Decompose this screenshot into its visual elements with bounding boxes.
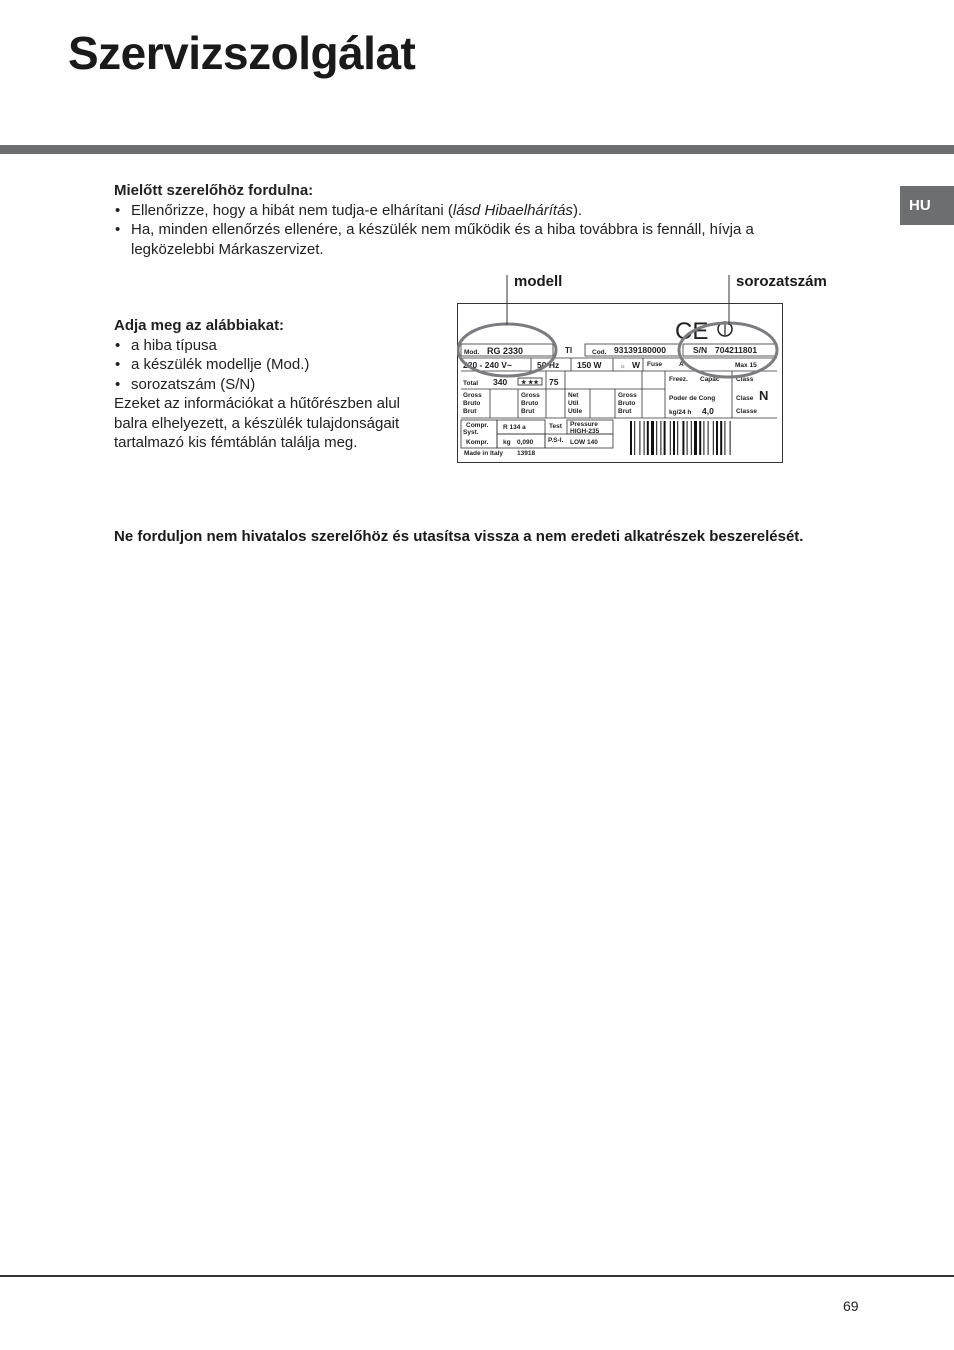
svg-text:Cod.: Cod. (592, 349, 607, 356)
svg-text:50 Hz: 50 Hz (537, 360, 560, 370)
barcode-bar (730, 421, 731, 455)
svg-text:Kompr.: Kompr. (466, 439, 489, 446)
svg-text:13918: 13918 (517, 450, 536, 457)
barcode-bar (716, 421, 718, 455)
barcode-bar (720, 421, 722, 455)
barcode-bar (639, 421, 640, 455)
svg-text:0,090: 0,090 (517, 439, 534, 446)
barcode-bar (673, 421, 675, 455)
warning-text: Ne forduljon nem hivatalos szerelőhöz és utasítsa vissza a nem eredeti alkatrészek beszerelését. (114, 528, 804, 545)
ce-mark: CE (675, 318, 709, 345)
barcode-bar (670, 421, 671, 455)
svg-text:Classe: Classe (736, 408, 757, 415)
svg-text:Test: Test (549, 423, 562, 430)
svg-text:Gross: Gross (618, 392, 637, 399)
plate-serial-value: 704211801 (715, 345, 758, 355)
svg-text:kg: kg (503, 439, 511, 446)
barcode-bar (647, 421, 649, 455)
svg-text:Syst.: Syst. (463, 429, 479, 436)
barcode-bar (703, 421, 704, 455)
svg-text:P.S-I.: P.S-I. (548, 437, 564, 444)
svg-text:75: 75 (549, 377, 559, 387)
svg-text:Brut: Brut (463, 408, 477, 415)
barcode-bar (644, 421, 645, 455)
svg-text:S/N: S/N (693, 345, 708, 355)
model-callout-label: modell (514, 273, 563, 290)
barcode-bar (677, 421, 678, 455)
page-title: Szervizszolgálat (68, 27, 416, 79)
svg-text:Poder de Cong: Poder de Cong (669, 395, 716, 402)
footer-rule (0, 1275, 954, 1277)
svg-text:Util: Util (568, 400, 579, 407)
plate-code-value: 93139180000 (614, 345, 667, 355)
svg-text:Brut: Brut (521, 408, 535, 415)
before-bullet-1: • Ellenőrizze, hogy a hibát nem tudja-e elhárítani (lásd Hibaelhárítás). (114, 201, 814, 221)
svg-text:LOW 140: LOW 140 (570, 439, 598, 446)
svg-text:A: A (679, 361, 684, 368)
language-tab: HU (900, 186, 954, 225)
svg-text:Bruto: Bruto (618, 400, 636, 407)
callout-lines (0, 0, 954, 330)
svg-text:Made in Italy: Made in Italy (464, 450, 504, 457)
svg-text:Total: Total (463, 380, 479, 387)
svg-text:TI: TI (565, 346, 573, 355)
troubleshooting-reference: lásd Hibaelhárítás (452, 201, 573, 219)
plate-model-value: RG 2330 (487, 346, 524, 356)
barcode-bar (713, 421, 714, 455)
svg-text:Pressure: Pressure (570, 421, 598, 428)
provide-item: • a hiba típusa (114, 336, 434, 356)
barcode-bar (651, 421, 654, 455)
svg-text:Max 15: Max 15 (735, 362, 757, 369)
provide-text-line: balra elhelyezett, a készülék tulajdonságait (114, 414, 400, 432)
svg-text:Bruto: Bruto (463, 400, 481, 407)
svg-text:R 134 a: R 134 a (503, 424, 526, 431)
svg-text:Freez.: Freez. (669, 376, 688, 383)
barcode-bar (708, 421, 709, 455)
barcode-bar (634, 421, 635, 455)
climate-class-value: N (759, 388, 769, 403)
before-heading: Mielőtt szerelőhöz fordulna: (114, 182, 314, 199)
barcode-bar (687, 421, 688, 455)
barcode-bar (694, 421, 697, 455)
svg-text:Capac: Capac (700, 376, 720, 383)
barcode-bar (682, 421, 684, 455)
svg-text:4,0: 4,0 (702, 406, 714, 416)
svg-text:W: W (632, 360, 641, 370)
svg-text:Gross: Gross (521, 392, 540, 399)
svg-text:Brut: Brut (618, 408, 632, 415)
provide-text-line: Ezeket az információkat a hűtőrészben alul (114, 395, 400, 412)
provide-item: • a készülék modellje (Mod.) (114, 355, 434, 375)
svg-text:Net: Net (568, 392, 579, 399)
provide-info-section (114, 316, 434, 453)
svg-text:HIGH-235: HIGH-235 (570, 428, 600, 435)
serial-callout-label: sorozatszám (736, 273, 827, 290)
provide-item: • sorozatszám (S/N) (114, 375, 434, 395)
barcode-bar (724, 421, 725, 455)
svg-text:Mod.: Mod. (464, 349, 480, 356)
svg-text:Compr.: Compr. (466, 422, 489, 429)
barcode-bar (664, 421, 666, 455)
lamp-icon: ☼ (620, 364, 626, 370)
barcode-bar (699, 421, 701, 455)
barcode-bar (660, 421, 661, 455)
provide-text-line: tartalmazó kis fémtáblán találja meg. (114, 434, 358, 451)
svg-text:220 - 240 V~: 220 - 240 V~ (463, 360, 512, 370)
svg-text:★ ★★: ★ ★★ (521, 380, 539, 386)
provide-heading: Adja meg az alábbiakat: (114, 317, 285, 334)
before-bullet-2: • Ha, minden ellenőrzés ellenére, a készülék nem működik és a hiba továbbra is fennáll, hívja a legközelebbi Márkaszervizet. (114, 220, 814, 259)
svg-text:Gross: Gross (463, 392, 482, 399)
svg-text:Fuse: Fuse (647, 361, 663, 368)
svg-text:Clase: Clase (736, 395, 754, 402)
svg-text:150 W: 150 W (577, 360, 602, 370)
svg-text:Utile: Utile (568, 408, 583, 415)
svg-text:kg/24 h: kg/24 h (669, 409, 692, 416)
page-number: 69 (843, 1298, 859, 1314)
svg-text:340: 340 (493, 377, 508, 387)
barcode-bar (691, 421, 692, 455)
svg-text:Class: Class (736, 376, 754, 383)
svg-text:Bruto: Bruto (521, 400, 539, 407)
barcode-bar (630, 421, 632, 455)
barcode-bar (656, 421, 657, 455)
